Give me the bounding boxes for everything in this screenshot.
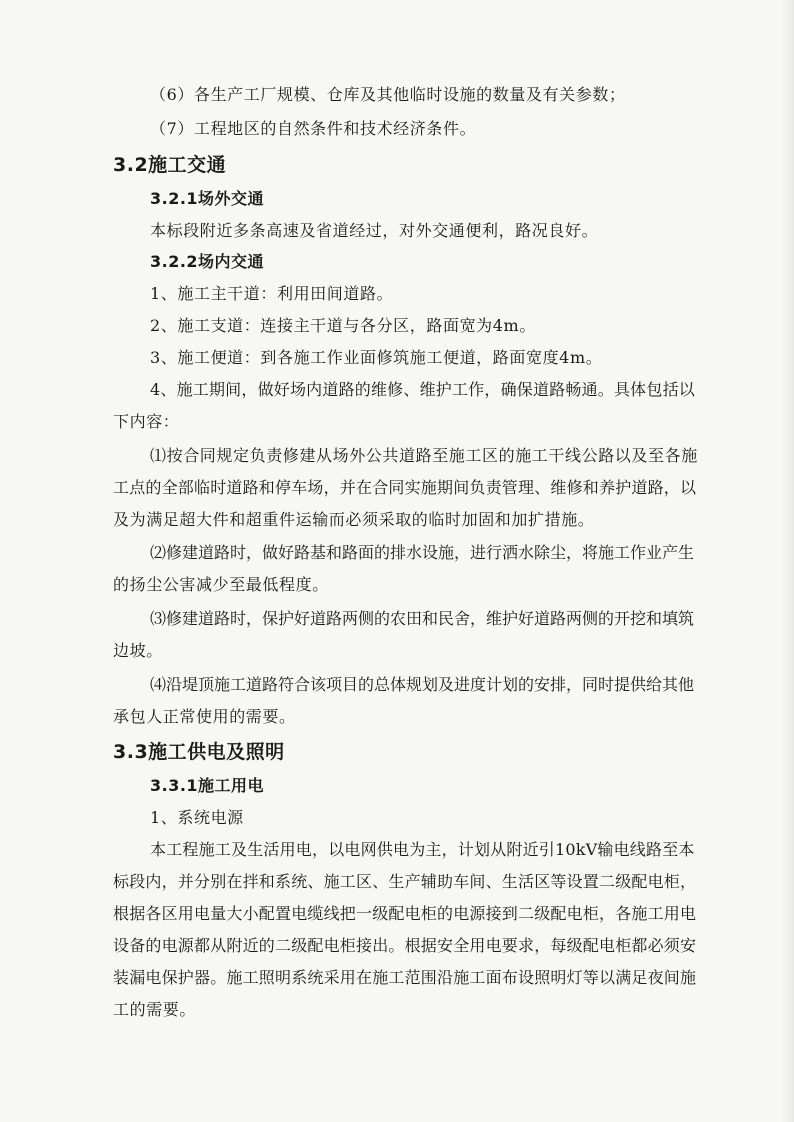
paragraph-power-line-6: 工的需要。: [113, 1000, 197, 1019]
sub-item-4-line-1: ⑷沿堤顶施工道路符合该项目的总体规划及进度计划的安排，同时提供给其他: [150, 675, 695, 694]
subsection-heading-3-2-1: 3.2.1场外交通: [150, 189, 265, 208]
list-item-access-road: 3、施工便道：到各施工作业面修筑施工便道，路面宽度4m。: [150, 348, 603, 367]
list-item-main-road: 1、施工主干道：利用田间道路。: [150, 284, 394, 303]
paragraph-power-line-2: 标段内，并分别在拌和系统、施工区、生产辅助车间、生活区等设置二级配电柜，: [113, 872, 697, 891]
section-heading-3-3: 3.3施工供电及照明: [113, 741, 285, 763]
list-item-branch-road: 2、施工支道：连接主干道与各分区，路面宽为4m。: [150, 316, 536, 335]
paragraph-power-line-5: 装漏电保护器。施工照明系统采用在施工范围沿施工面布设照明灯等以满足夜间施: [113, 968, 697, 987]
paragraph-external-traffic: 本标段附近多条高速及省道经过，对外交通便利，路况良好。: [150, 221, 599, 240]
subsection-heading-3-3-1: 3.3.1施工用电: [150, 776, 265, 795]
paragraph-power-line-3: 根据各区用电量大小配置电缆线把一级配电柜的电源接到二级配电柜，各施工用电: [113, 904, 697, 923]
sub-item-3-line-1: ⑶修建道路时，保护好道路两侧的农田和民舍，维护好道路两侧的开挖和填筑: [150, 609, 695, 628]
subsection-heading-3-2-2: 3.2.2场内交通: [150, 252, 265, 271]
list-item-7: （7）工程地区的自然条件和技术经济条件。: [150, 119, 477, 138]
sub-item-1-line-3: 及为满足超大件和超重件运输而必须采取的临时加固和加扩措施。: [113, 510, 595, 529]
page-edge-shadow: [780, 0, 794, 1122]
sub-item-3-line-2: 边坡。: [113, 641, 163, 660]
sub-item-2-line-2: 的扬尘公害减少至最低程度。: [113, 575, 329, 594]
sub-item-4-line-2: 承包人正常使用的需要。: [113, 707, 296, 726]
paragraph-power-line-1: 本工程施工及生活用电，以电网供电为主，计划从附近引10kV输电线路至本: [150, 840, 695, 859]
list-item-6: （6）各生产工厂规模、仓库及其他临时设施的数量及有关参数；: [150, 85, 626, 104]
sub-item-2-line-1: ⑵修建道路时，做好路基和路面的排水设施，进行洒水除尘，将施工作业产生: [150, 543, 695, 562]
list-item-system-power: 1、系统电源: [150, 808, 244, 827]
list-item-maintenance-line-2: 下内容：: [113, 412, 180, 431]
list-item-maintenance-line-1: 4、施工期间，做好场内道路的维修、维护工作，确保道路畅通。具体包括以: [150, 380, 695, 399]
section-heading-3-2: 3.2施工交通: [113, 154, 227, 176]
paragraph-power-line-4: 设备的电源都从附近的二级配电柜接出。根据安全用电要求，每级配电柜都必须安: [113, 936, 697, 955]
sub-item-1-line-2: 工点的全部临时道路和停车场，并在合同实施期间负责管理、维修和养护道路，以: [113, 478, 697, 497]
sub-item-1-line-1: ⑴按合同规定负责修建从场外公共道路至施工区的施工干线公路以及至各施: [150, 446, 698, 465]
